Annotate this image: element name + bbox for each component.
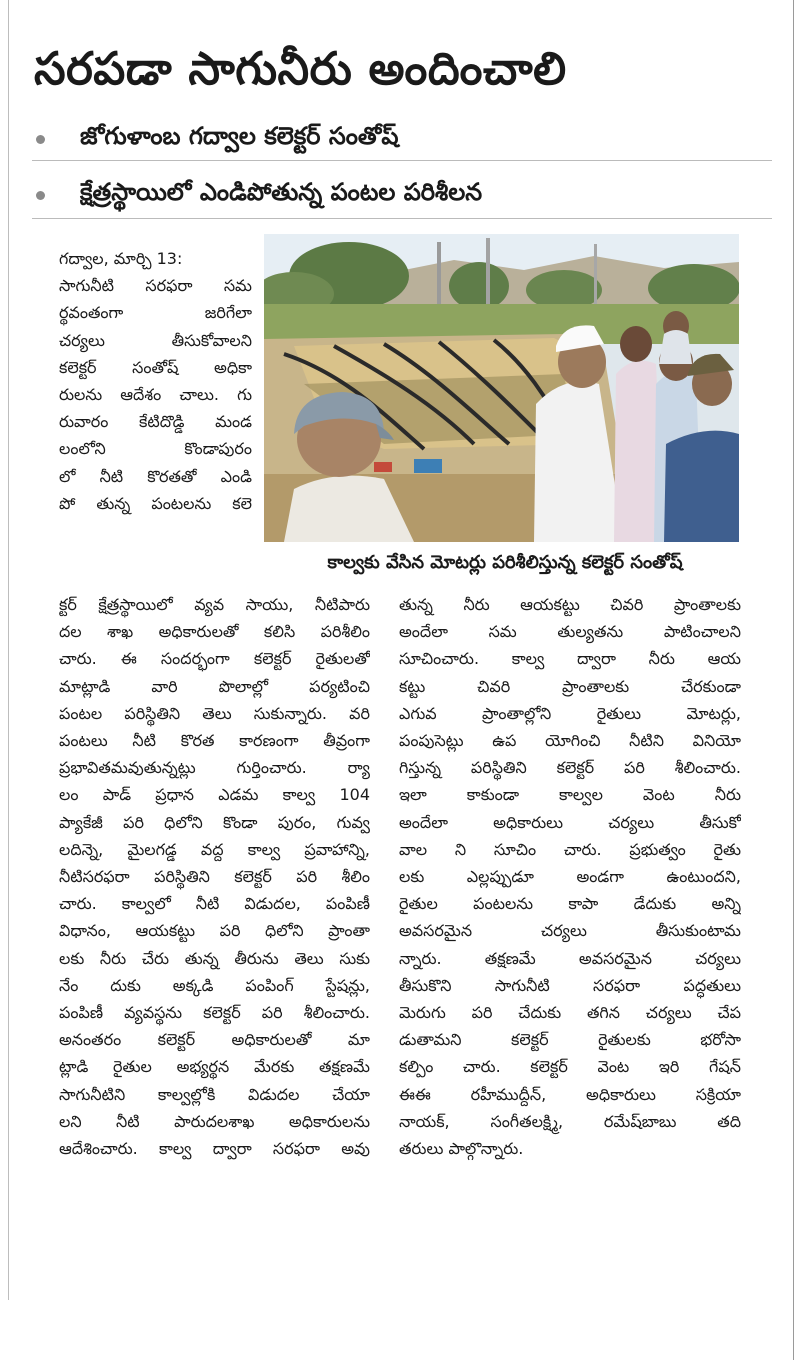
text-line: ఆదేశించారు. కాల్వ ద్వారా సరఫరా అవు — [59, 1139, 370, 1159]
text-line: అనంతరం కలెక్టర్ అధికారులతో మా — [59, 1030, 370, 1050]
divider — [32, 160, 772, 161]
text-line: రులను ఆదేశం చాలు. గు — [59, 385, 252, 405]
page-left-border — [8, 0, 9, 1300]
text-line: ఈఈ రహీముద్దీన్, అధికారులు సక్రియా — [399, 1084, 741, 1104]
text-line: రువారం కేటిదొడ్డి మండ — [59, 412, 252, 432]
text-line: నాయక్, సంగీతలక్ష్మి, రమేష్‌బాబు తది — [399, 1111, 741, 1131]
text-line: న్నారు. తక్షణమే అవసరమైన చర్యలు — [399, 948, 741, 968]
text-line: అందేలా సమ తుల్యతను పాటించాలని — [399, 622, 741, 642]
text-line: కట్టు చివరి ప్రాంతాలకు చేరకుండా — [399, 676, 741, 696]
text-line: దల శాఖ అధికారులతో కలిసి పరిశీలిం — [59, 622, 370, 642]
photo-caption: కాల్వకు వేసిన మోటర్లు పరిశీలిస్తున్న కలెక్టర్ సంతోష్ — [327, 552, 683, 573]
text-line: గిస్తున్న పరిస్థితిని కలెక్టర్ పరి శీలించారు. — [399, 758, 741, 778]
text-line: తీసుకొని సాగునీటి సరఫరా పద్ధతులు — [399, 975, 741, 995]
text-line: సాగునీటిని కాల్వల్లోకి విడుదల చేయా — [59, 1084, 370, 1104]
text-line: పంటలు నీటి కొరత కారణంగా తీవ్రంగా — [59, 731, 370, 751]
subhead-2 — [36, 176, 756, 214]
text-line: డుతామని కలెక్టర్ రైతులకు భరోసా — [399, 1030, 741, 1050]
text-line: మెరుగు పరి చేదుకు తగిన చర్యలు చేప — [399, 1003, 741, 1023]
text-line: కల్పిం చారు. కలెక్టర్ వెంట ఇరి గేషన్ — [399, 1057, 741, 1077]
text-line: ప్రభావితమవుతున్నట్లు గుర్తించారు. ర్యా — [59, 758, 370, 778]
text-line: విధానం, ఆయకట్టు పరి ధిలోని ప్రాంతా — [59, 921, 370, 941]
text-line: తున్న నీరు ఆయకట్టు చివరి ప్రాంతాలకు — [399, 595, 741, 614]
article-column-2 — [59, 591, 370, 1162]
text-line: లో నీటి కొరతతో ఎండి — [59, 466, 252, 486]
text-line: పంటల పరిస్థితిని తెలు సుకున్నారు. వరి — [59, 703, 370, 723]
text-line: మాట్లాడి వారి పొలాల్లో పర్యటించి — [59, 676, 370, 696]
text-line: అందేలా అధికారులు చర్యలు తీసుకో — [399, 812, 741, 832]
text-line: నేం దుకు అక్కడి పంపింగ్ స్టేషన్లు, — [59, 975, 370, 995]
page-right-border — [793, 0, 794, 1360]
text-line: లకు నీరు చేరు తున్న తీరును తెలు సుకు — [59, 948, 370, 968]
text-line: చారు. కాల్వలో నీటి విడుదల, పంపిణీ — [59, 894, 370, 914]
text-line: లకు ఎల్లప్పుడూ అండగా ఉంటుందని, — [399, 867, 741, 887]
text-line: అవసరమైన చర్యలు తీసుకుంటామ — [399, 921, 741, 941]
text-line: లంలోని కొండాపురం — [59, 439, 252, 459]
subhead-1-text: జోగుళాంబ గద్వాల కలెక్టర్ సంతోష్ — [80, 122, 399, 150]
text-line: సాగునీటి సరఫరా సమ — [59, 276, 252, 296]
text-line: లం పాడ్ ప్రధాన ఎడమ కాల్వ 104 — [59, 785, 370, 805]
text-line: వాల ని సూచిం చారు. ప్రభుత్వం రైతు — [399, 839, 741, 859]
bullet-icon — [36, 191, 45, 200]
text-line: ట్లాడి రైతుల అభ్యర్థన మేరకు తక్షణమే — [59, 1057, 370, 1077]
text-line: తరులు పాల్గొన్నారు. — [399, 1139, 524, 1159]
text-line: కలెక్టర్ సంతోష్ అధికా — [59, 357, 252, 377]
divider — [32, 218, 772, 219]
text-line: లదిన్నె, మైలగడ్డ వద్ద కాల్వ ప్రవాహాన్ని, — [59, 839, 370, 859]
text-line: సూచించారు. కాల్వ ద్వారా నీరు ఆయ — [399, 649, 741, 669]
news-photo — [264, 234, 739, 542]
text-line: రైతుల పంటలను కాపా డేదుకు అన్ని — [399, 894, 741, 914]
subhead-1 — [36, 120, 756, 158]
bullet-icon — [36, 135, 45, 144]
headline: సరపడా సాగునీరు అందించాలి — [34, 42, 567, 95]
article-column-1 — [59, 245, 252, 517]
text-line: పంపిణీ వ్యవస్థను కలెక్టర్ పరి శీలించారు. — [59, 1003, 370, 1023]
text-line: క్టర్ క్షేత్రస్థాయిలో వ్యవ సాయు, నీటిపారు — [59, 595, 370, 614]
text-line: పంపుసెట్లు ఉప యోగించి నీటిని వినియో — [399, 731, 741, 751]
text-line: ఇలా కాకుండా కాల్వల వెంట నీరు — [399, 785, 741, 805]
article-column-3 — [399, 591, 741, 1162]
text-line: ఎగువ ప్రాంతాల్లోని రైతులు మోటర్లు, — [399, 703, 741, 723]
subhead-2-text: క్షేత్రస్థాయిలో ఎండిపోతున్న పంటల పరిశీలన — [80, 178, 483, 206]
text-line: ప్యాకేజీ పరి ధిలోని కొండా పురం, గువ్వ — [59, 812, 370, 832]
text-line: పో తున్న పంటలను కలె — [59, 493, 252, 513]
text-line: చర్యలు తీసుకోవాలని — [59, 330, 252, 350]
dateline: గద్వాల, మార్చి 13: — [59, 249, 183, 268]
text-line: చారు. ఈ సందర్భంగా కలెక్టర్ రైతులతో — [59, 649, 370, 669]
text-line: లని నీటి పారుదలశాఖ అధికారులను — [59, 1111, 370, 1131]
text-line: నీటిసరఫరా పరిస్థితిని కలెక్టర్ పరి శీలిం — [59, 867, 370, 887]
text-line: ర్థవంతంగా జరిగేలా — [59, 303, 252, 323]
